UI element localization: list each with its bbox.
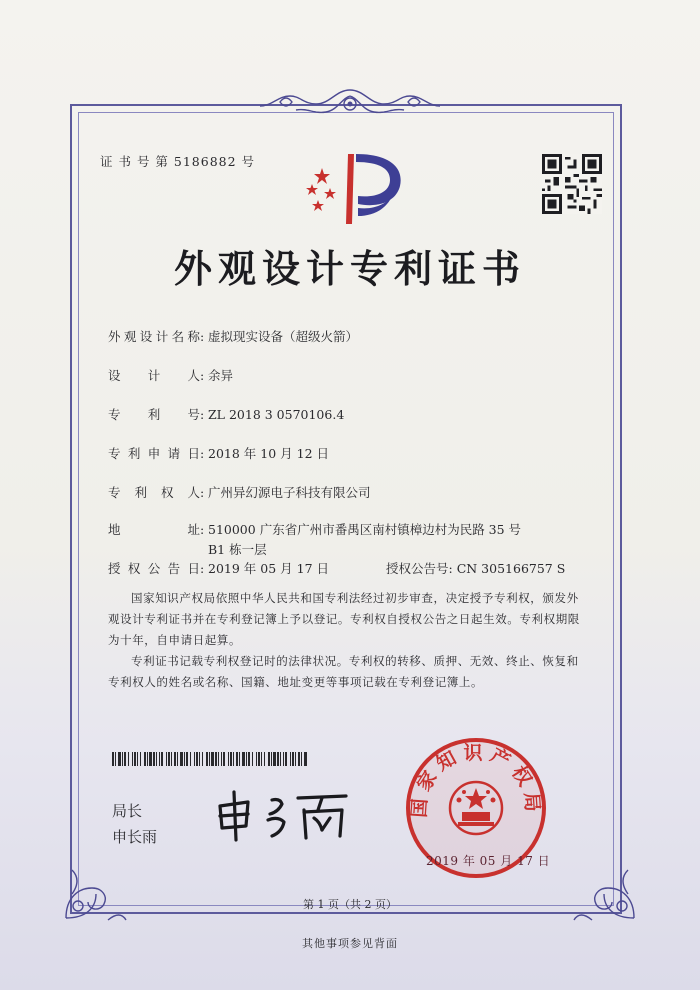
field-label: 外观设计名称 <box>108 329 200 344</box>
director-title: 局长 <box>112 802 143 820</box>
field-value: 广州异幻源电子科技有限公司 <box>208 485 371 500</box>
certificate-number: 证 书 号 第 5186882 号 <box>100 154 256 169</box>
certificate-title: 外观设计专利证书 <box>173 247 526 291</box>
seal-text: 国家知识产权局 <box>408 741 544 819</box>
field-address: 地址: 510000 广东省广州市番禺区南村镇樟边村为民路 35 号 B1 栋一层 <box>108 520 538 560</box>
director-signature-icon <box>214 786 356 844</box>
field-value: 510000 广东省广州市番禺区南村镇樟边村为民路 35 号 B1 栋一层 <box>208 522 522 557</box>
field-value: ZL 2018 3 0570106.4 <box>208 407 345 422</box>
field-patentee: 专利权人: 广州异幻源电子科技有限公司 <box>108 483 371 503</box>
statement-paragraph: 国家知识产权局依照中华人民共和国专利法经过初步审查，决定授予专利权，颁发外观设计专利证书并在专利登记簿上予以登记。专利权自授权公告之日起生效。专利权期限为十年，自申请日起算。 <box>108 591 580 647</box>
statement-paragraph: 专利证书记载专利权登记时的法律状况。专利权的转移、质押、无效、终止、恢复和专利权人的姓名或名称、国籍、地址变更等事项记载在专利登记簿上。 <box>108 654 579 689</box>
seal-date: 2019 年 05 月 17 日 <box>426 854 551 868</box>
footer-note: 其他事项参见背面 <box>302 937 398 950</box>
field-label: 专利权人 <box>108 485 200 500</box>
field-label: 专利申请日 <box>108 446 200 461</box>
field-patent-number: 专利号: ZL 2018 3 0570106.4 <box>108 405 344 425</box>
top-ornament-icon <box>250 84 450 124</box>
field-label: 设计人 <box>108 368 200 383</box>
field-value: 虚拟现实设备（超级火箭） <box>208 329 359 344</box>
publication-row: 授权公告日: 2019 年 05 月 17 日 授权公告号: CN 305166757 S <box>108 561 566 576</box>
publication-date-value: 2019 年 05 月 17 日 <box>208 561 329 576</box>
publication-number-label: 授权公告号 <box>386 561 449 576</box>
field-design-name: 外观设计名称: 虚拟现实设备（超级火箭） <box>108 327 358 347</box>
field-application-date: 专利申请日: 2018 年 10 月 12 日 <box>108 444 329 464</box>
page-number: 第 1 页（共 2 页） <box>303 898 397 911</box>
field-designer: 设计人: 余异 <box>108 366 233 386</box>
bottom-right-corner-ornament-icon <box>572 858 642 928</box>
bottom-left-corner-ornament-icon <box>58 858 128 928</box>
barcode-icon <box>112 752 308 766</box>
field-value: 2018 年 10 月 12 日 <box>208 446 329 461</box>
publication-number-value: CN 305166757 S <box>456 561 566 576</box>
patent-office-logo-icon <box>300 148 410 228</box>
field-label: 地址 <box>108 522 200 537</box>
publication-date-label: 授权公告日 <box>108 561 200 576</box>
qr-code-icon <box>542 154 602 214</box>
field-value: 余异 <box>208 368 234 383</box>
field-label: 专利号 <box>108 407 200 422</box>
director-name: 申长雨 <box>112 828 158 846</box>
